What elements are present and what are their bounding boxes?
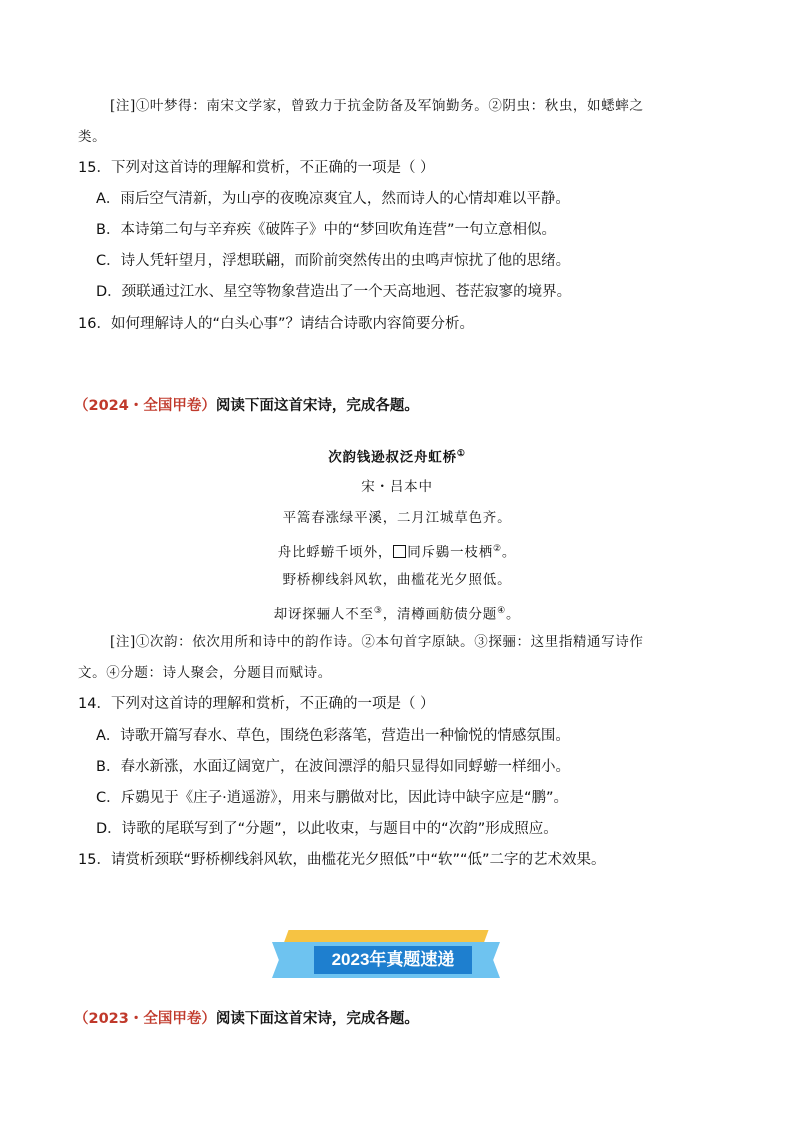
- question-14-option-a: A．诗歌开篇写春水、草色，围绕色彩落笔，营造出一种愉悦的情感氛围。: [96, 728, 570, 744]
- annotation-line: [注]①次韵：依次用所和诗中的韵作诗。②本句首字原缺。③探骊：这里指精通写诗作: [110, 634, 644, 650]
- exam-source-instruction: 阅读下面这首宋诗，完成各题。: [215, 1011, 419, 1027]
- question-16-stem: 16．如何理解诗人的“白头心事”？请结合诗歌内容简要分析。: [78, 316, 474, 332]
- poem-title: [0, 444, 794, 468]
- banner-label: 2023年真题速递: [314, 946, 472, 974]
- footnote-marker: ②: [493, 544, 502, 554]
- poem-line-3: 野桥柳线斜风软，曲槛花光夕照低。: [282, 572, 512, 588]
- poem-line-4-second: ，清樽画舫债分题: [382, 606, 498, 623]
- question-15-option-c: C．诗人凭轩望月，浮想联翩，而阶前突然传出的虫鸣声惊扰了他的思绪。: [96, 253, 571, 269]
- poem-line-2: [0, 539, 794, 563]
- question-15-stem: 15．请赏析颈联“野桥柳线斜风软，曲槛花光夕照低”中“软”“低”二字的艺术效果。: [78, 852, 606, 868]
- exam-source-tag: （2023・全国甲卷）: [74, 1011, 216, 1027]
- annotation-line: [注]①叶梦得：南宋文学家，曾致力于抗金防备及军饷勤务。②阴虫：秋虫，如蟋蟀之: [110, 98, 644, 114]
- exam-source-tag: （2024・全国甲卷）: [74, 398, 216, 414]
- exam-source-2023: [74, 1009, 419, 1029]
- footnote-marker: ③: [373, 606, 383, 616]
- exam-source-2024: [74, 396, 419, 416]
- question-15-option-a: A．雨后空气清新，为山亭的夜晚凉爽宜人，然而诗人的心情却难以平静。: [96, 191, 570, 207]
- poem-line-1: 平篙春涨绿平溪，二月江城草色齐。: [282, 510, 512, 526]
- question-15-option-b: B．本诗第二句与辛弃疾《破阵子》中的“梦回吹角连营”一句立意相似。: [96, 222, 556, 238]
- exam-source-instruction: 阅读下面这首宋诗，完成各题。: [215, 398, 419, 414]
- missing-character-box: [393, 545, 406, 558]
- poem-author: 宋・吕本中: [361, 479, 433, 495]
- question-14-option-d: D．诗歌的尾联写到了“分题”，以此收束，与题目中的“次韵”形成照应。: [96, 821, 558, 837]
- question-14-option-b: B．春水新涨，水面辽阔宽广，在波间漂浮的船只显得如同蜉蝣一样细小。: [96, 759, 570, 775]
- section-banner: [272, 930, 504, 980]
- question-14-option-c: C．斥鷃见于《庄子·逍遥游》，用来与鹏做对比，因此诗中缺字应是“鹏”。: [96, 790, 569, 806]
- poem-line-4-end: 。: [505, 606, 521, 623]
- question-15-stem: 15．下列对这首诗的理解和赏析，不正确的一项是（ ）: [78, 160, 435, 176]
- question-15-option-d: D．颈联通过江水、星空等物象营造出了一个天高地迥、苍茫寂寥的境界。: [96, 284, 572, 300]
- footnote-marker: ④: [497, 606, 506, 616]
- banner-accent-stripe: [283, 930, 488, 944]
- poem-line-4-first: 却讶探骊人不至: [273, 606, 374, 623]
- poem-title-text: 次韵钱逊叔泛舟虹桥: [328, 449, 457, 466]
- annotation-line: 类。: [78, 129, 107, 145]
- question-14-stem: 14．下列对这首诗的理解和赏析，不正确的一项是（ ）: [78, 696, 435, 712]
- annotation-line: 文。④分题：诗人聚会，分题目而赋诗。: [78, 665, 332, 681]
- poem-line-2-end: 。: [501, 544, 517, 561]
- poem-line-4: [0, 601, 794, 625]
- poem-line-2-first: 舟比蜉蝣千顷外，: [277, 544, 393, 561]
- footnote-marker: ①: [456, 449, 466, 459]
- poem-line-2-second: 同斥鷃一枝栖: [407, 544, 494, 561]
